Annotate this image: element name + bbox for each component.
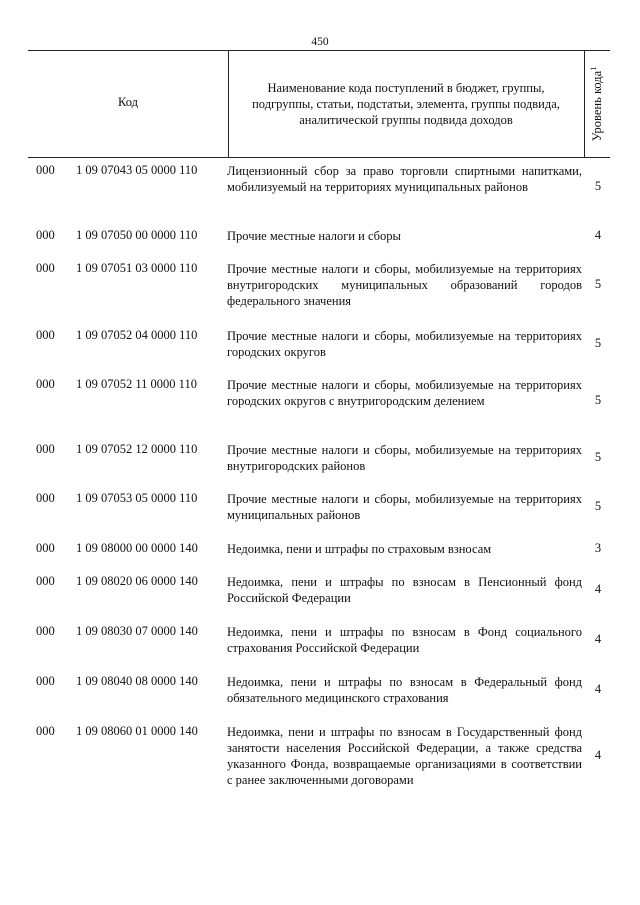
row-level: 5 bbox=[594, 393, 602, 407]
row-level: 4 bbox=[594, 228, 602, 242]
row-admin-code: 000 bbox=[36, 228, 55, 242]
row-admin-code: 000 bbox=[36, 442, 55, 456]
row-level: 5 bbox=[594, 277, 602, 291]
row-income-name: Недоимка, пени и штрафы по взносам в Государственный фонд занятости населения Российской Федерации, а также средства указанного Фонда, возвращаемые организациями в соответствии с ранее заключенными договорами bbox=[227, 725, 582, 787]
row-income-name: Прочие местные налоги и сборы, мобилизуемые на территориях городских округов с внутригородским делением bbox=[227, 378, 582, 408]
row-level: 5 bbox=[594, 179, 602, 193]
row-income-code: 1 09 07052 04 0000 110 bbox=[76, 328, 198, 342]
row-admin-code: 000 bbox=[36, 377, 55, 391]
row-admin-code: 000 bbox=[36, 624, 55, 638]
row-income-name: Недоимка, пени и штрафы по взносам в Федеральный фонд обязательного медицинского страхования bbox=[227, 675, 582, 705]
row-admin-code: 000 bbox=[36, 674, 55, 688]
row-income-code: 1 09 07052 12 0000 110 bbox=[76, 442, 198, 456]
row-level: 4 bbox=[594, 748, 602, 762]
header-name-cell bbox=[228, 51, 585, 157]
row-income-code: 1 09 07053 05 0000 110 bbox=[76, 491, 198, 505]
header-level-cell bbox=[584, 51, 610, 157]
row-income-name: Прочие местные налоги и сборы, мобилизуемые на территориях городских округов bbox=[227, 329, 582, 359]
row-income-name: Недоимка, пени и штрафы по страховым взносам bbox=[227, 542, 492, 556]
header-level-footnote: 1 bbox=[588, 66, 598, 71]
row-income-name: Недоимка, пени и штрафы по взносам в Фонд социального страхования Российской Федерации bbox=[227, 625, 582, 655]
row-income-name: Недоимка, пени и штрафы по взносам в Пенсионный фонд Российской Федерации bbox=[227, 575, 582, 605]
row-income-code: 1 09 07052 11 0000 110 bbox=[76, 377, 197, 391]
header-code-cell bbox=[28, 51, 229, 157]
header-name-label: Наименование кода поступлений в бюджет, группы, подгруппы, статьи, подстатьи, элемента, группы подвида, аналитической группы подвида доходов bbox=[252, 81, 560, 127]
row-income-code: 1 09 07043 05 0000 110 bbox=[76, 163, 198, 177]
row-admin-code: 000 bbox=[36, 541, 55, 555]
row-income-name: Лицензионный сбор за право торговли спиртными напитками, мобилизуемый на территориях муниципальных районов bbox=[227, 164, 582, 194]
row-income-name: Прочие местные налоги и сборы, мобилизуемые на территориях внутригородских муниципальных образований городов федерального значения bbox=[227, 262, 582, 308]
header-level-vertical bbox=[589, 67, 605, 141]
row-income-name: Прочие местные налоги и сборы bbox=[227, 229, 401, 243]
row-admin-code: 000 bbox=[36, 491, 55, 505]
header-level-label: Уровень кода bbox=[590, 70, 605, 142]
row-income-code: 1 09 08000 00 0000 140 bbox=[76, 541, 198, 555]
row-income-code: 1 09 07051 03 0000 110 bbox=[76, 261, 198, 275]
row-level: 3 bbox=[594, 541, 602, 555]
row-admin-code: 000 bbox=[36, 261, 55, 275]
row-admin-code: 000 bbox=[36, 724, 55, 738]
table-header bbox=[28, 50, 610, 158]
row-income-name: Прочие местные налоги и сборы, мобилизуемые на территориях муниципальных районов bbox=[227, 492, 582, 522]
row-admin-code: 000 bbox=[36, 163, 55, 177]
row-income-code: 1 09 08020 06 0000 140 bbox=[76, 574, 198, 588]
row-income-code: 1 09 08030 07 0000 140 bbox=[76, 624, 198, 638]
header-code-label: Код bbox=[118, 95, 138, 109]
row-level: 5 bbox=[594, 336, 602, 350]
row-income-name: Прочие местные налоги и сборы, мобилизуемые на территориях внутригородских районов bbox=[227, 443, 582, 473]
row-income-code: 1 09 07050 00 0000 110 bbox=[76, 228, 198, 242]
page-number: 450 bbox=[311, 36, 329, 48]
row-level: 5 bbox=[594, 450, 602, 464]
row-level: 4 bbox=[594, 582, 602, 596]
row-level: 4 bbox=[594, 632, 602, 646]
row-income-code: 1 09 08060 01 0000 140 bbox=[76, 724, 198, 738]
row-level: 5 bbox=[594, 499, 602, 513]
row-admin-code: 000 bbox=[36, 574, 55, 588]
row-admin-code: 000 bbox=[36, 328, 55, 342]
row-level: 4 bbox=[594, 682, 602, 696]
row-income-code: 1 09 08040 08 0000 140 bbox=[76, 674, 198, 688]
